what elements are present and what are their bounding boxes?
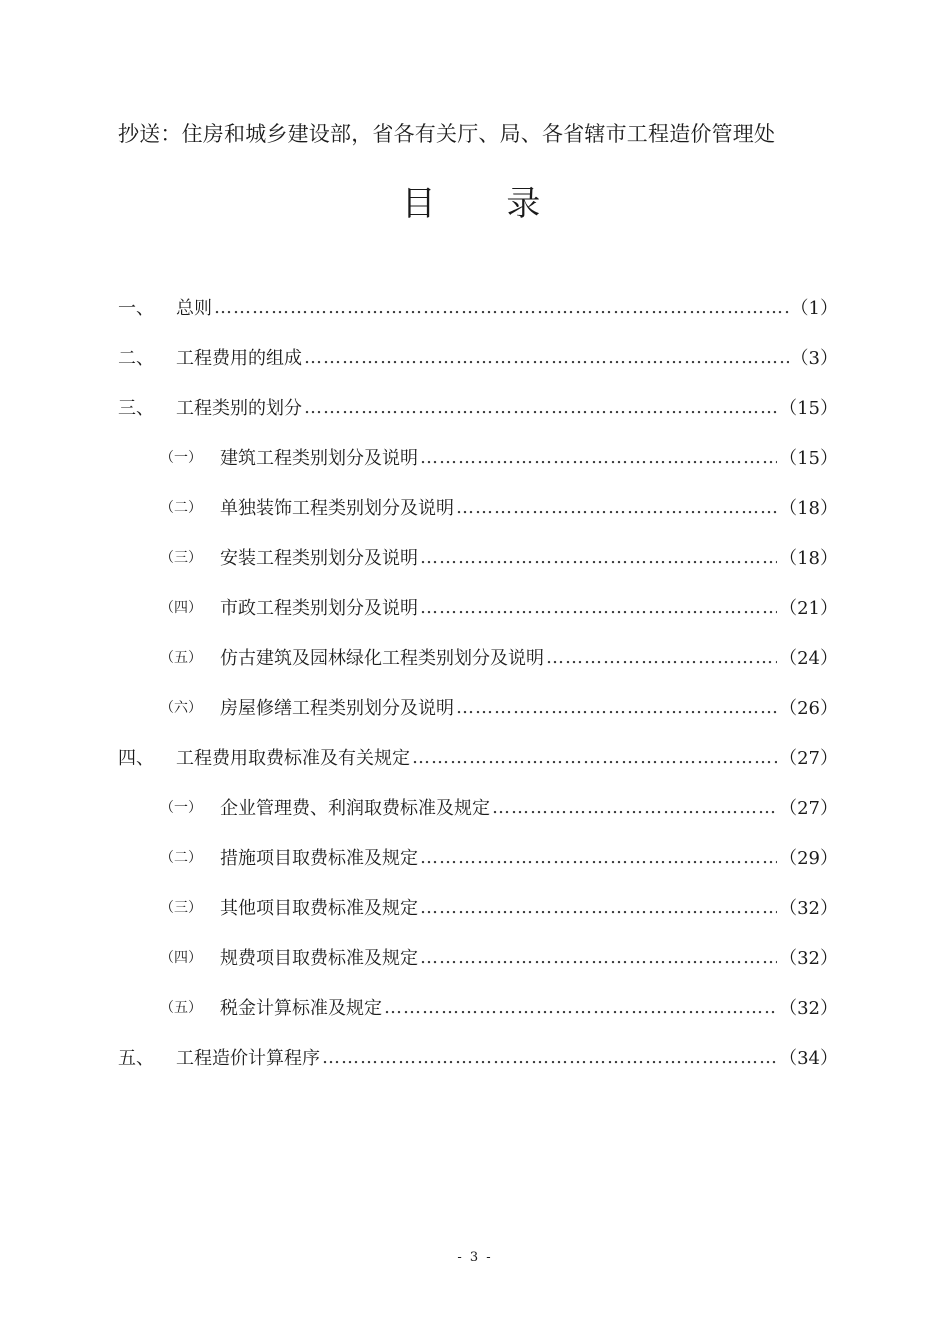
toc-entry-number: （四） [160,950,202,966]
toc-entry-page: （27） [779,798,838,819]
toc-entry-page: （18） [779,498,838,519]
toc-entry-label: 工程费用的组成 [176,348,302,369]
toc-entry-page: （32） [779,998,838,1019]
toc-entry-label: 总则 [176,298,212,319]
toc-entry-page: （15） [779,448,838,469]
toc-entry-label: 市政工程类别划分及说明 [220,598,418,619]
toc-subentry[interactable] [160,842,838,872]
toc-subentry[interactable] [160,542,838,572]
toc-entry-page: （1） [790,298,838,319]
page-number: - 3 - [457,1250,493,1265]
toc-entry-label: 措施项目取费标准及规定 [220,848,418,869]
toc-entry[interactable] [118,1042,838,1072]
toc-entry-page: （18） [779,548,838,569]
toc-subentry[interactable] [160,892,838,922]
toc-entry-label: 房屋修缮工程类别划分及说明 [220,698,454,719]
dot-leader [420,897,777,918]
toc-entry-number: 五、 [118,1048,154,1069]
toc-entry-number: （一） [160,800,202,816]
toc-entry-number: 三、 [118,398,154,419]
toc-entry-number: （五） [160,1000,202,1016]
toc-entry-number: （二） [160,850,202,866]
toc-entry-label: 规费项目取费标准及规定 [220,948,418,969]
toc-title: 目 录 [401,184,571,224]
dot-leader [456,497,777,518]
dot-leader [420,547,777,568]
dot-leader [420,447,777,468]
toc-entry-page: （3） [790,348,838,369]
toc-entry-page: （26） [779,698,838,719]
toc-entry-page: （32） [779,948,838,969]
toc-entry-label: 税金计算标准及规定 [220,998,382,1019]
toc-entry-number: 二、 [118,348,154,369]
toc-entry-page: （32） [779,898,838,919]
toc-entry[interactable] [118,342,838,372]
toc-entry-label: 工程费用取费标准及有关规定 [176,748,410,769]
toc-entry-label: 工程类别的划分 [176,398,302,419]
dot-leader [420,847,777,868]
toc-entry-page: （34） [779,1048,838,1069]
toc-entry-label: 仿古建筑及园林绿化工程类别划分及说明 [220,648,544,669]
toc-subentry[interactable] [160,442,838,472]
dot-leader [546,647,777,668]
toc-entry-number: 四、 [118,748,154,769]
dot-leader [420,947,777,968]
dot-leader [456,697,777,718]
toc-subentry[interactable] [160,492,838,522]
toc-entry[interactable] [118,392,838,422]
toc-entry-label: 单独装饰工程类别划分及说明 [220,498,454,519]
toc-entry-number: （三） [160,900,202,916]
toc-entry-page: （21） [779,598,838,619]
toc-entry-number: （一） [160,450,202,466]
toc-subentry[interactable] [160,642,838,672]
dot-leader [304,397,777,418]
dot-leader [384,997,777,1018]
toc-subentry[interactable] [160,592,838,622]
toc-subentry[interactable] [160,792,838,822]
toc-entry-label: 建筑工程类别划分及说明 [220,448,418,469]
cc-distribution-line: 抄送：住房和城乡建设部，省各有关厅、局、各省辖市工程造价管理处 [118,122,776,146]
toc-subentry[interactable] [160,942,838,972]
toc-entry-page: （27） [779,748,838,769]
dot-leader [214,297,789,318]
toc-entry-number: （五） [160,650,202,666]
dot-leader [322,1047,777,1068]
toc-entry-number: （四） [160,600,202,616]
toc-entry-number: （二） [160,500,202,516]
dot-leader [420,597,777,618]
toc-subentry[interactable] [160,692,838,722]
dot-leader [492,797,777,818]
toc-entry-label: 安装工程类别划分及说明 [220,548,418,569]
toc-entry[interactable] [118,742,838,772]
toc-subentry[interactable] [160,992,838,1022]
dot-leader [412,747,777,768]
toc-entry-label: 其他项目取费标准及规定 [220,898,418,919]
toc-entry-page: （24） [779,648,838,669]
toc-entry-number: （三） [160,550,202,566]
toc-entry-page: （15） [779,398,838,419]
toc-entry-page: （29） [779,848,838,869]
toc-entry-number: 一、 [118,298,154,319]
toc-entry[interactable] [118,292,838,322]
toc-entry-label: 工程造价计算程序 [176,1048,320,1069]
toc-entry-number: （六） [160,700,202,716]
toc-entry-label: 企业管理费、利润取费标准及规定 [220,798,490,819]
dot-leader [304,347,789,368]
